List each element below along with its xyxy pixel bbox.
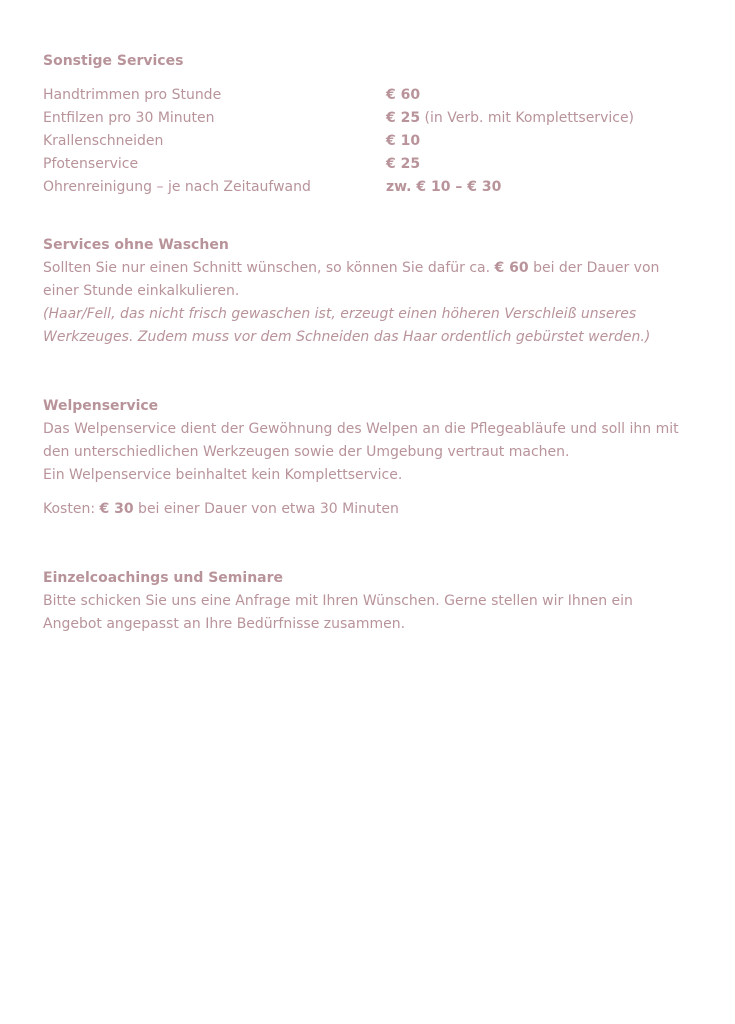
ohne-waschen-note-line: (Haar/Fell, das nicht frisch gewaschen ist, erzeugt einen höheren Verschleiß unseres: [43, 306, 637, 322]
welpen-text-line: den unterschiedlichen Werkzeugen sowie der Umgebung vertraut machen.: [43, 444, 570, 460]
price-amount: € 30: [99, 501, 134, 517]
sonstige-price-table: [43, 84, 703, 199]
coaching-heading: Einzelcoachings und Seminare: [43, 570, 284, 586]
price-amount: € 25: [386, 110, 421, 126]
price-label: Ohrenreinigung – je nach Zeitaufwand: [43, 179, 311, 195]
ohne-waschen-text-line: [43, 257, 703, 280]
price-document: [43, 50, 703, 636]
sonstige-heading: Sonstige Services: [43, 53, 184, 69]
section-sonstige-services: [43, 50, 703, 199]
text-fragment: bei der Dauer von: [528, 260, 660, 276]
price-label: Entfilzen pro 30 Minuten: [43, 110, 215, 126]
welpen-text-line: Ein Welpenservice beinhaltet kein Komplettservice.: [43, 467, 403, 483]
price-note: (in Verb. mit Komplettservice): [420, 110, 635, 126]
price-amount: zw. € 10 – € 30: [386, 179, 502, 195]
welpen-text-line: Das Welpenservice dient der Gewöhnung des Welpen an die Pflegeabläufe und soll ihn mit: [43, 421, 679, 437]
price-row-pfotenservice: [43, 153, 703, 176]
price-value: [386, 107, 634, 130]
ohne-waschen-text-line: einer Stunde einkalkulieren.: [43, 283, 240, 299]
price-value: [386, 130, 420, 153]
price-amount: € 60: [494, 260, 529, 276]
ohne-waschen-note-line: Werkzeuges. Zudem muss vor dem Schneiden das Haar ordentlich gebürstet werden.): [43, 329, 651, 345]
spacer: [43, 349, 703, 395]
price-value: [386, 153, 420, 176]
price-row-ohrenreinigung: [43, 176, 703, 199]
spacer: [43, 521, 703, 567]
price-amount: € 10: [386, 133, 421, 149]
spacer: [43, 487, 703, 498]
cost-label: Kosten:: [43, 501, 100, 517]
spacer: [43, 199, 703, 234]
text-fragment: Sollten Sie nur einen Schnitt wünschen, so können Sie dafür ca.: [43, 260, 495, 276]
welpen-cost-line: [43, 498, 703, 521]
ohne-waschen-heading: Services ohne Waschen: [43, 237, 229, 253]
coaching-text-line: Bitte schicken Sie uns eine Anfrage mit Ihren Wünschen. Gerne stellen wir Ihnen ein: [43, 593, 633, 609]
price-row-handtrimmen: [43, 84, 703, 107]
price-amount: € 25: [386, 156, 421, 172]
price-value: [386, 84, 420, 107]
price-value: [386, 176, 501, 199]
price-row-krallenschneiden: [43, 130, 703, 153]
section-services-ohne-waschen: [43, 234, 703, 349]
section-welpenservice: [43, 395, 703, 521]
coaching-text-line: Angebot angepasst an Ihre Bedürfnisse zusammen.: [43, 616, 406, 632]
price-label: Pfotenservice: [43, 156, 139, 172]
price-amount: € 60: [386, 87, 421, 103]
price-label: Handtrimmen pro Stunde: [43, 87, 222, 103]
welpen-heading: Welpenservice: [43, 398, 159, 414]
price-label: Krallenschneiden: [43, 133, 164, 149]
price-row-entfilzen: [43, 107, 703, 130]
text-fragment: bei einer Dauer von etwa 30 Minuten: [133, 501, 399, 517]
section-einzelcoachings: [43, 567, 703, 636]
